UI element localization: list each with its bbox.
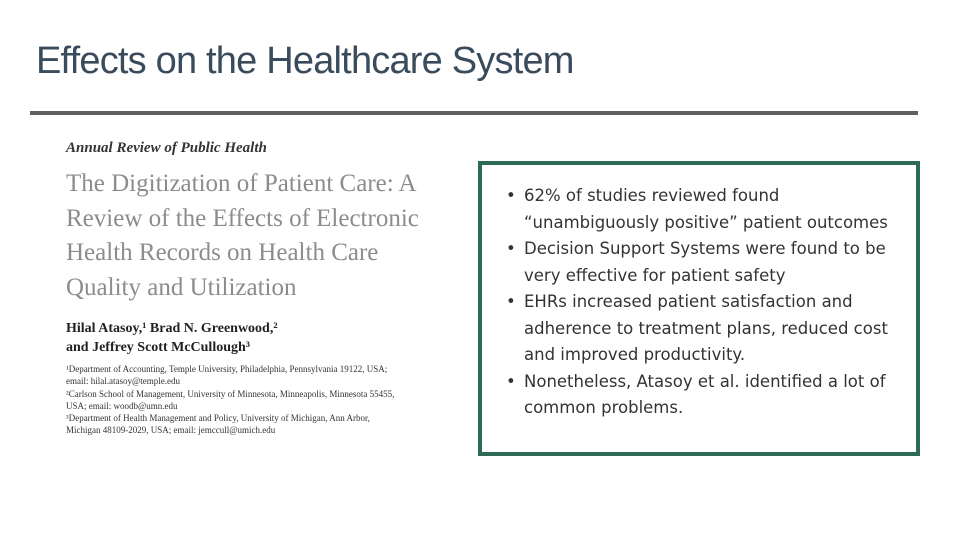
finding-item xyxy=(502,369,896,422)
finding-item xyxy=(502,183,896,236)
bullet-icon: • xyxy=(506,186,516,205)
finding-text: Decision Support Systems were found to be very effective for patient safety xyxy=(524,239,886,285)
affiliation-line: Michigan 48109-2029, USA; email: jemccull@umich.edu xyxy=(66,425,276,436)
finding-text: EHRs increased patient satisfaction and adherence to treatment plans, reduced cost and improved productivity. xyxy=(524,292,888,364)
affiliation-line: ³Department of Health Management and Policy, University of Michigan, Ann Arbor, xyxy=(66,413,370,424)
affiliation-line: ¹Department of Accounting, Temple University, Philadelphia, Pennsylvania 19122, USA; xyxy=(66,364,388,374)
authors xyxy=(66,319,426,357)
bullet-icon: • xyxy=(506,292,516,311)
affiliation-line: USA; email: woodb@umn.edu xyxy=(66,400,178,411)
affiliation-line: ²Carlson School of Management, University of Minnesota, Minneapolis, Minnesota 55455, xyxy=(66,388,395,399)
bullet-icon: • xyxy=(506,371,516,391)
affiliations xyxy=(66,363,426,437)
finding-item xyxy=(502,236,896,289)
finding-item xyxy=(502,289,896,369)
authors-line-1: Hilal Atasoy,¹ Brad N. Greenwood,² xyxy=(66,321,278,336)
finding-text: Nonetheless, Atasoy et al. identified a lot of common problems. xyxy=(524,371,886,417)
paper-excerpt-image xyxy=(66,140,426,437)
findings-list xyxy=(482,165,916,422)
affiliation-line: email: hilal.atasoy@temple.edu xyxy=(66,376,181,387)
slide-title: Effects on the Healthcare System xyxy=(36,40,574,82)
journal-name: Annual Review of Public Health xyxy=(66,140,267,156)
bullet-icon: • xyxy=(506,239,516,258)
title-divider xyxy=(30,111,918,115)
authors-line-2: and Jeffrey Scott McCullough³ xyxy=(66,340,250,355)
findings-callout-box xyxy=(478,161,920,456)
paper-title: The Digitization of Patient Care: A Review of the Effects of Electronic Health Records on Health Care Quality and Utilization xyxy=(66,170,419,301)
finding-text: 62% of studies reviewed found “unambiguously positive” patient outcomes xyxy=(524,186,888,232)
